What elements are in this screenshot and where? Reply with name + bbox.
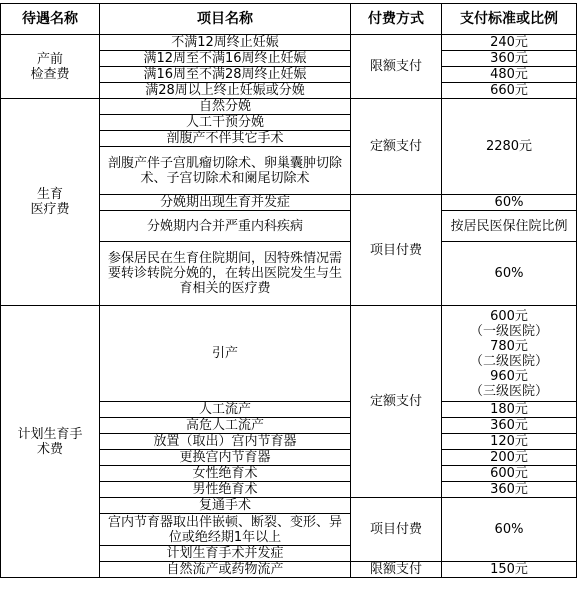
payment-cell: 项目付费 — [351, 195, 442, 306]
header-row — [1, 4, 577, 35]
group-prenatal-cell — [1, 35, 100, 99]
standard-line: （一级医院） — [469, 323, 548, 339]
standard-line: （二级医院） — [469, 353, 548, 369]
group-name-line: 计划生育手 — [17, 426, 83, 442]
item-cell: 更换宫内节育器 — [100, 450, 351, 466]
header-item-name: 项目名称 — [100, 4, 351, 35]
item-cell: 满28周以上终止妊娠或分娩 — [100, 83, 351, 99]
standard-cell: 200元 — [442, 450, 577, 466]
standard-cell: 360元 — [442, 418, 577, 434]
standard-cell: 2280元 — [442, 99, 577, 195]
group-name-line: 术费 — [36, 441, 63, 457]
item-cell: 人工流产 — [100, 402, 351, 418]
standard-cell: 150元 — [442, 562, 577, 578]
item-cell: 人工干预分娩 — [100, 115, 351, 131]
payment-cell: 限额支付 — [351, 562, 442, 578]
standard-cell: 60% — [442, 195, 577, 211]
standard-line: 600元 — [490, 308, 528, 324]
item-cell: 计划生育手术并发症 — [100, 546, 351, 562]
standard-line: （三级医院） — [469, 383, 548, 399]
group-birth-cell — [1, 99, 100, 306]
header-payment-standard: 支付标准或比例 — [442, 4, 577, 35]
header-payment-method: 付费方式 — [351, 4, 442, 35]
standard-cell: 360元 — [442, 51, 577, 67]
item-cell: 女性绝育术 — [100, 466, 351, 482]
standard-line: 780元 — [490, 338, 528, 354]
group-name-line: 产前 — [36, 51, 63, 67]
standard-cell — [442, 306, 577, 402]
payment-cell: 项目付费 — [351, 498, 442, 562]
item-cell: 分娩期出现生育并发症 — [100, 195, 351, 211]
standard-cell: 240元 — [442, 35, 577, 51]
group-name-line: 生育 — [36, 187, 63, 202]
table-row — [1, 306, 577, 402]
item-cell: 复通手术 — [100, 498, 351, 514]
payment-cell: 定额支付 — [351, 306, 442, 498]
item-cell: 宫内节育器取出伴嵌顿、断裂、变形、异位或绝经期1年以上 — [100, 514, 351, 546]
group-family-cell — [1, 306, 100, 578]
item-cell: 高危人工流产 — [100, 418, 351, 434]
item-cell: 满16周至不满28周终止妊娠 — [100, 67, 351, 83]
standard-cell: 480元 — [442, 67, 577, 83]
item-cell: 自然分娩 — [100, 99, 351, 115]
standard-cell: 60% — [442, 242, 577, 306]
item-cell: 剖腹产不伴其它手术 — [100, 131, 351, 147]
item-cell: 自然流产或药物流产 — [100, 562, 351, 578]
header-benefit-name: 待遇名称 — [1, 4, 100, 35]
table-row — [1, 35, 577, 51]
standard-cell: 360元 — [442, 482, 577, 498]
payment-cell: 限额支付 — [351, 35, 442, 99]
group-name-line: 医疗费 — [30, 202, 70, 217]
table-row — [1, 99, 577, 115]
item-cell: 引产 — [100, 306, 351, 402]
standard-cell: 按居民医保住院比例 — [442, 211, 577, 242]
item-cell: 放置（取出）宫内节育器 — [100, 434, 351, 450]
benefit-table — [0, 3, 577, 578]
item-cell: 剖腹产伴子宫肌瘤切除术、卵巢囊肿切除术、子宫切除术和阑尾切除术 — [100, 147, 351, 195]
payment-cell: 定额支付 — [351, 99, 442, 195]
standard-cell: 120元 — [442, 434, 577, 450]
item-cell: 满12周至不满16周终止妊娠 — [100, 51, 351, 67]
item-cell: 男性绝育术 — [100, 482, 351, 498]
standard-cell: 60% — [442, 498, 577, 562]
item-cell: 分娩期内合并严重内科疾病 — [100, 211, 351, 242]
group-name-line: 检查费 — [30, 66, 70, 82]
item-cell: 参保居民在生育住院期间，因特殊情况需要转诊转院分娩的，在转出医院发生与生育相关的医疗费 — [100, 242, 351, 306]
item-cell: 不满12周终止妊娠 — [100, 35, 351, 51]
standard-cell: 600元 — [442, 466, 577, 482]
standard-line: 960元 — [490, 368, 528, 384]
standard-cell: 180元 — [442, 402, 577, 418]
standard-cell: 660元 — [442, 83, 577, 99]
